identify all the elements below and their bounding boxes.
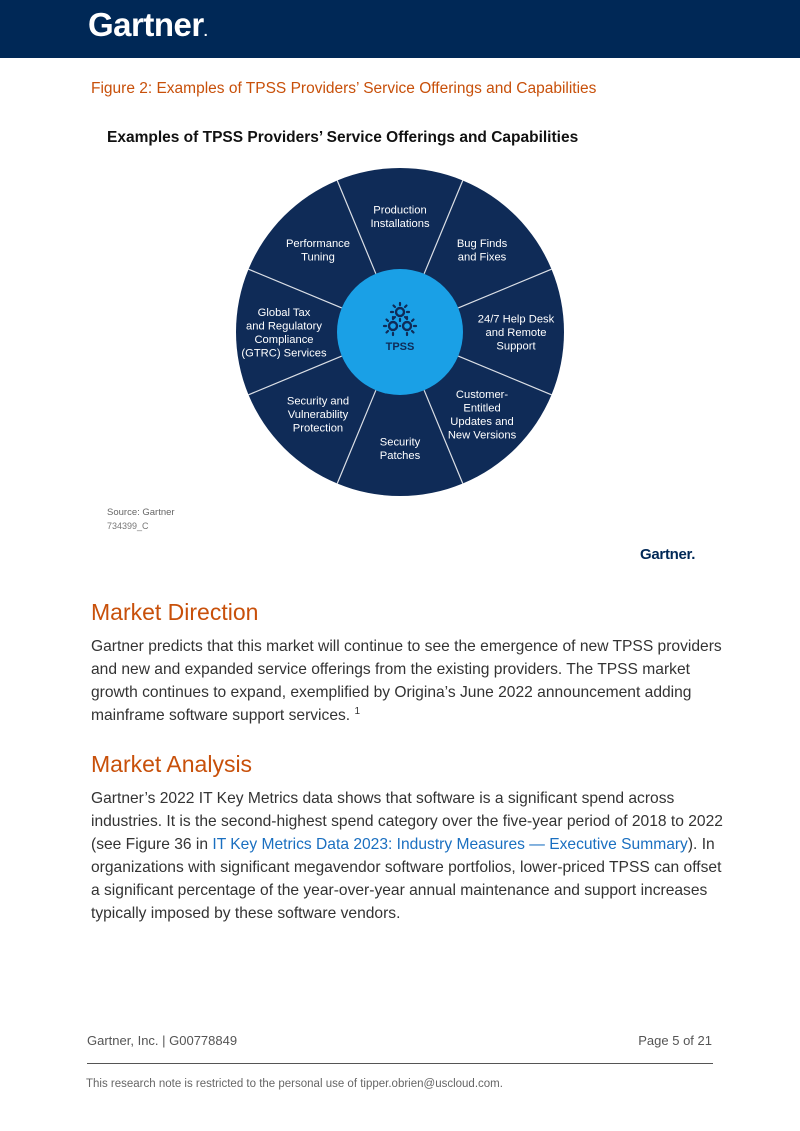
wheel-segment-label: Security and Vulnerability Protection <box>286 395 350 435</box>
footnote-ref[interactable]: 1 <box>354 705 361 717</box>
footer-divider <box>87 1063 713 1064</box>
gartner-logo: Gartner. <box>88 6 208 43</box>
figure-title: Examples of TPSS Providers’ Service Offerings and Capabilities <box>107 129 579 146</box>
center-label: TPSS <box>385 341 415 353</box>
restriction-notice: This research note is restricted to the personal use of tipper.obrien@uscloud.com. <box>86 1078 503 1090</box>
figure-caption: Figure 2: Examples of TPSS Providers’ Service Offerings and Capabilities <box>91 80 597 97</box>
header-bar <box>0 0 800 58</box>
wheel-segment-label: Global Tax and Regulatory Compliance (GTRC) Services <box>241 306 327 360</box>
footer-doc-id: Gartner, Inc. | G00778849 <box>87 1033 238 1048</box>
market-direction-paragraph: Gartner predicts that this market will continue to see the emergence of new TPSS providers and new and expanded service offerings from the existing providers. The TPSS market growth continues to expand, exemplified by Origina’s June 2022 announcement adding mainframe software support services. $^1$ <box>91 638 722 724</box>
it-key-metrics-link[interactable]: IT Key Metrics Data 2023: Industry Measures — Executive Summary <box>212 836 688 853</box>
market-direction-heading: Market Direction <box>91 599 259 625</box>
wheel-segment-label: Performance Tuning <box>285 238 350 264</box>
tpss-wheel-diagram <box>230 162 570 502</box>
wheel-segment-label: Customer-Entitled Updates and New Versions <box>447 388 517 442</box>
figure-id: 734399_C <box>107 521 149 531</box>
wheel-segment-label: Production Installations <box>370 204 430 230</box>
wheel-segment-label: Security Patches <box>379 436 421 462</box>
wheel-segment-label: 24/7 Help Desk and Remote Support <box>477 313 555 353</box>
figure-source: Source: Gartner <box>107 507 175 518</box>
wheel-segment-label: Bug Finds and Fixes <box>456 238 508 264</box>
wheel-center-circle <box>337 269 463 395</box>
market-analysis-paragraph: Gartner’s 2022 IT Key Metrics data shows that software is a significant spend across industries. It is the second-highest spend category over the five-year period of 2018 to 2022 (see Figure 36 in IT Key Metrics Data 2023: Industry Measures — Executive Summary). In organizations with significant megavendor software portfolios, lower-priced TPSS can offset a significant percentage of the year-over-year annual maintenance and support increases typically imposed by these software vendors. <box>91 790 723 922</box>
figure-gartner-logo: Gartner. <box>640 546 696 563</box>
footer-page-number: Page 5 of 21 <box>638 1033 712 1048</box>
market-analysis-heading: Market Analysis <box>91 751 253 777</box>
